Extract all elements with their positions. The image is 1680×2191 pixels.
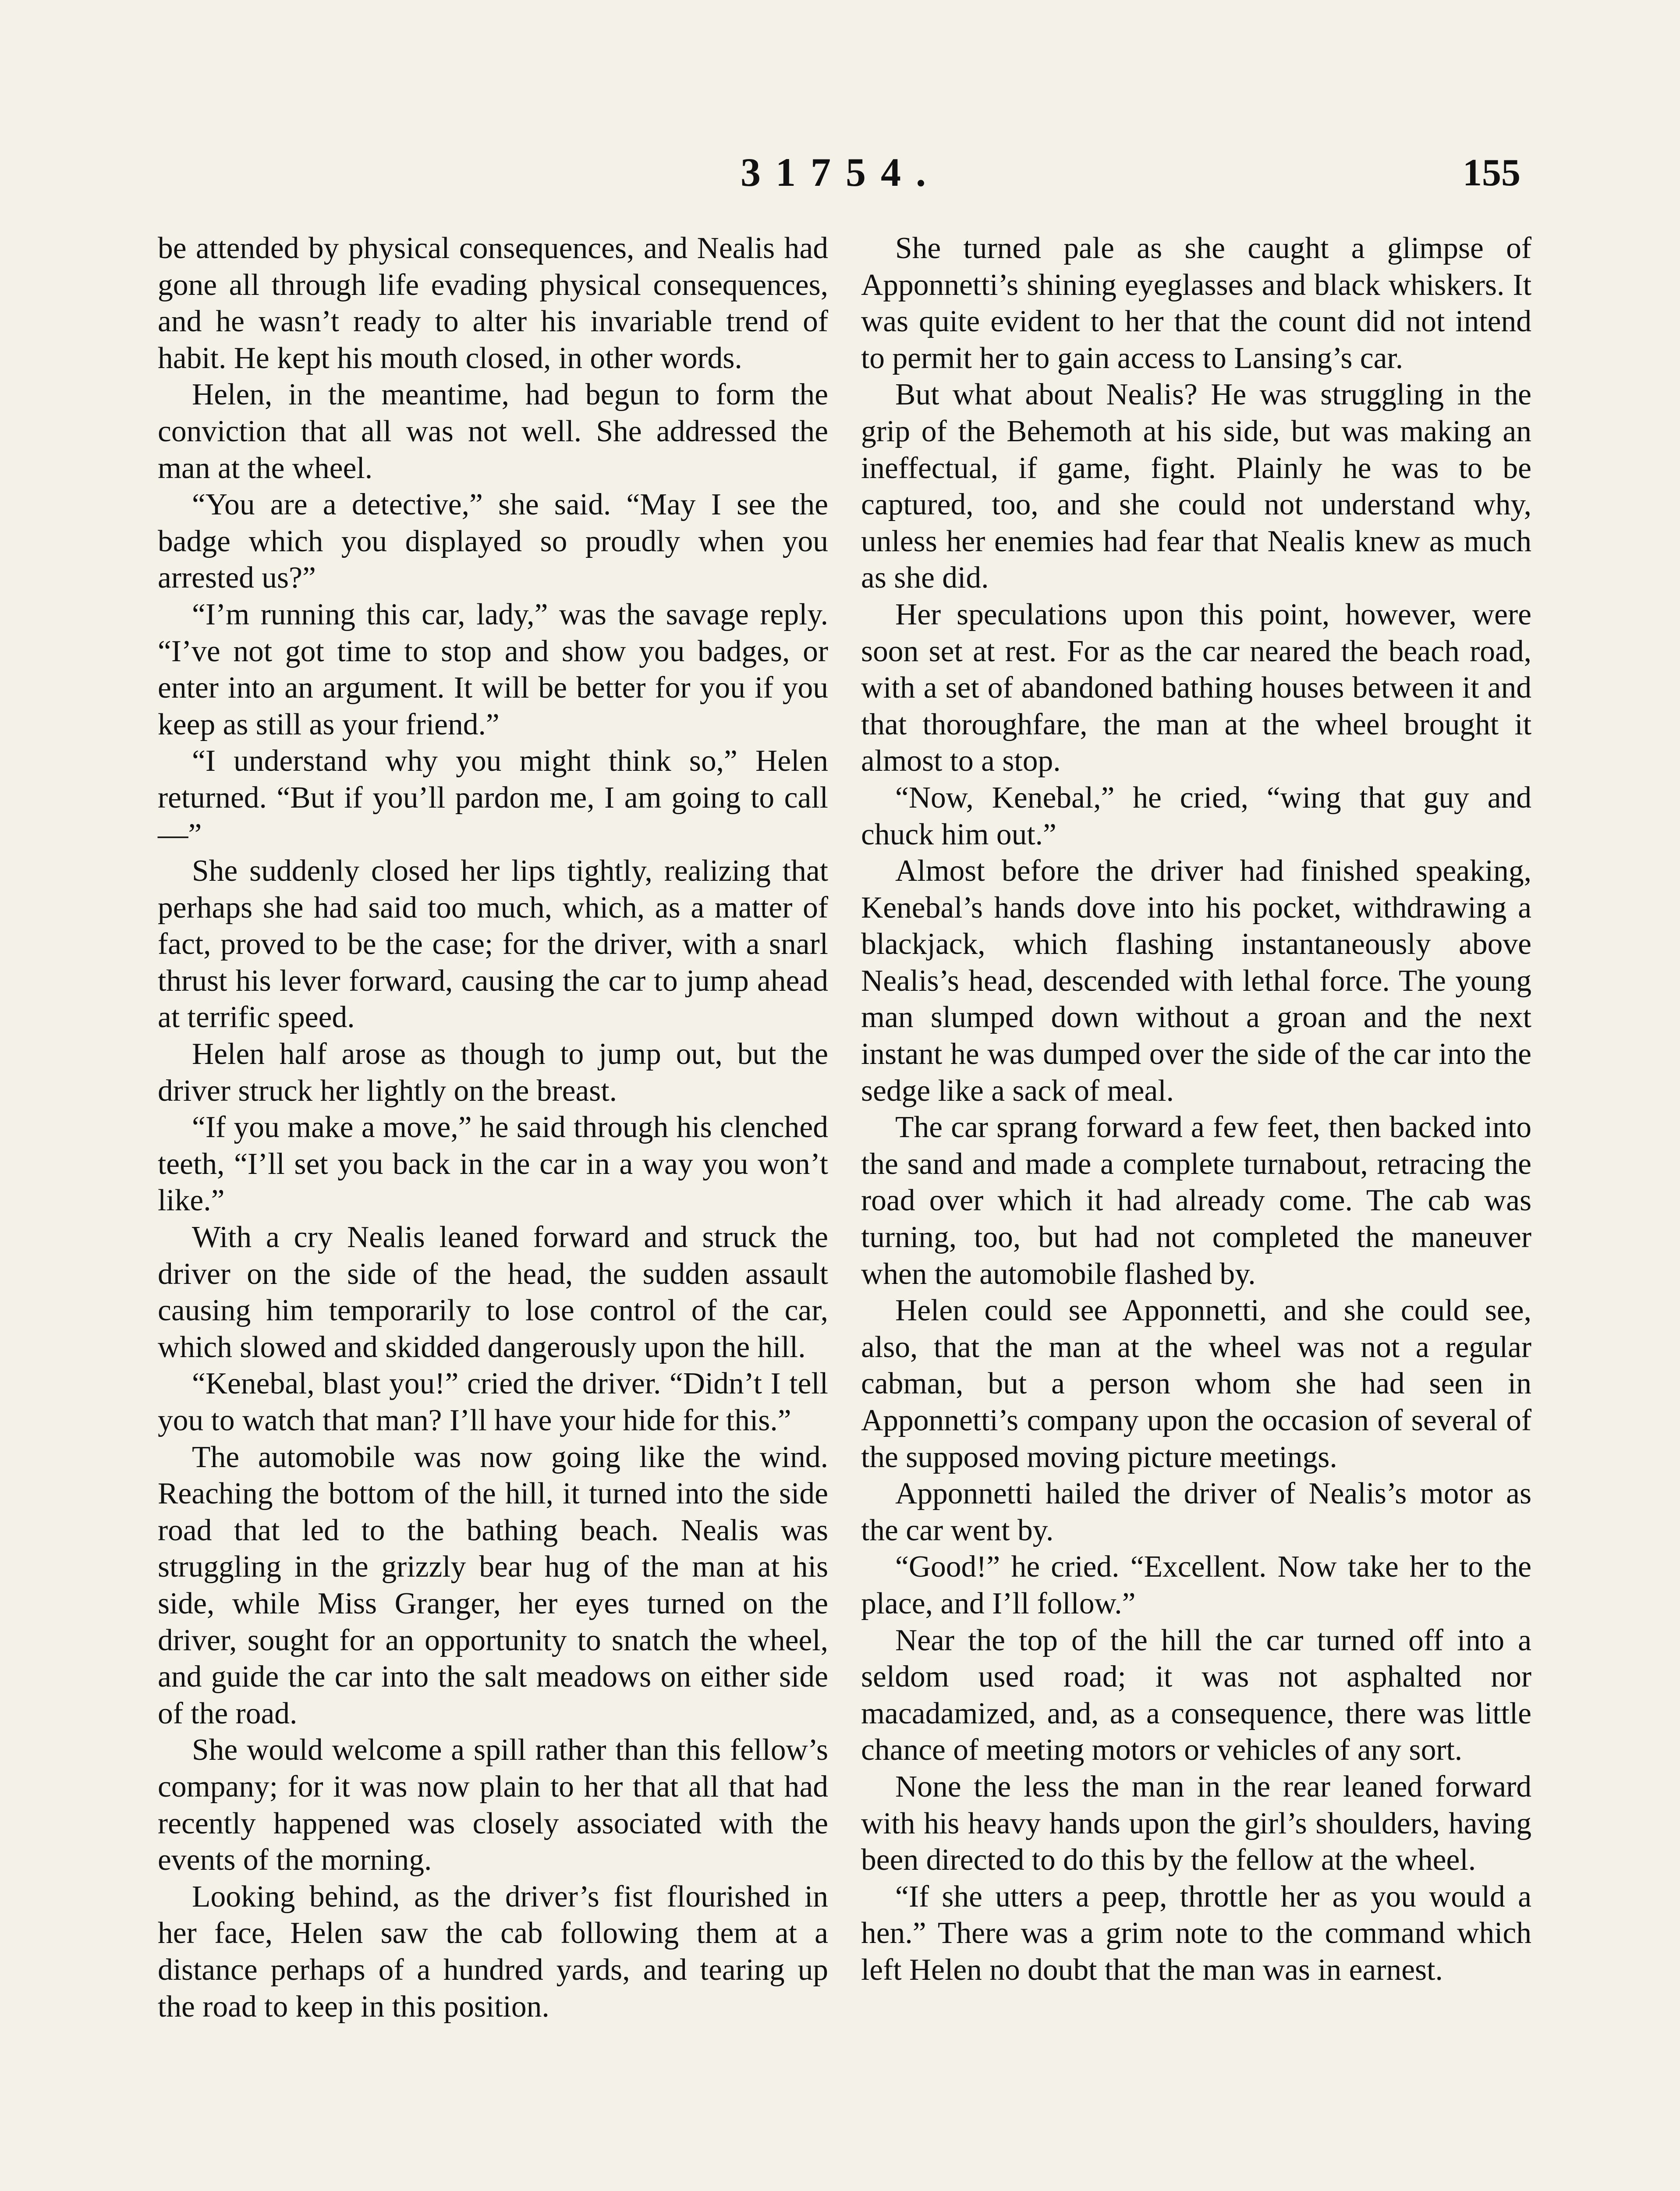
right-column [861,230,1531,1989]
paragraph: Apponnetti hailed the driver of Nealis’s motor as the car went by. [861,1477,1531,1547]
paragraph: Helen, in the meantime, had begun to form the conviction that all was not well. She addressed the man at the wheel. [158,378,828,485]
paragraph: be attended by physical consequences, and Nealis had gone all through life evading physical consequences, and he wasn’t ready to alter his invariable trend of habit. He kept his mouth closed, in other words. [158,231,828,375]
paragraph: “Now, Kenebal,” he cried, “wing that guy and chuck him out.” [861,780,1531,851]
paragraph: Almost before the driver had finished speaking, Kenebal’s hands dove into his pocket, withdrawing a blackjack, which flashing instantaneously above Nealis’s head, descended with lethal force. The young man slumped down without a groan and the next instant he was dumped over the side of the car into the sedge like a sack of meal. [861,854,1531,1108]
paragraph: But what about Nealis? He was struggling in the grip of the Behemoth at his side, but was making an ineffectual, if game, fight. Plainly he was to be captured, too, and she could not understand why, unless her enemies had fear that Nealis knew as much as she did. [861,378,1531,595]
stamp-number: 31754. [741,150,941,195]
paragraph: “Good!” he cried. “Excellent. Now take her to the place, and I’ll follow.” [861,1550,1531,1620]
paragraph: “Kenebal, blast you!” cried the driver. “Didn’t I tell you to watch that man? I’ll have your hide for this.” [158,1367,828,1437]
paragraph: “If she utters a peep, throttle her as you would a hen.” There was a grim note to the command which left Helen no doubt that the man was in earnest. [861,1879,1531,1987]
paragraph: “You are a detective,” she said. “May I see the badge which you displayed so proudly when you arrested us?” [158,488,828,595]
paragraph: She suddenly closed her lips tightly, realizing that perhaps she had said too much, which, as a matter of fact, proved to be the case; for the driver, with a snarl thrust his lever forward, causing the car to jump ahead at terrific speed. [158,854,828,1035]
page-header [158,145,1521,206]
paragraph: With a cry Nealis leaned forward and struck the driver on the side of the head, the sudden assault causing him temporarily to lose control of the car, which slowed and skidded dangerously upon the hill. [158,1220,828,1364]
paragraph: Looking behind, as the driver’s fist flourished in her face, Helen saw the cab following them at a distance perhaps of a hundred yards, and tearing up the road to keep in this position. [158,1879,828,2024]
paragraph: She turned pale as she caught a glimpse of Apponnetti’s shining eyeglasses and black whiskers. It was quite evident to her that the count did not intend to permit her to gain access to Lansing’s car. [861,231,1531,375]
paragraph: “If you make a move,” he said through his clenched teeth, “I’ll set you back in the car in a way you won’t like.” [158,1110,828,1218]
page-number: 155 [1463,152,1521,194]
paragraph: Near the top of the hill the car turned off into a seldom used road; it was not asphalted nor macadamized, and, as a consequence, there was little chance of meeting motors or vehicles of any sort. [861,1623,1531,1767]
paragraph: Her speculations upon this point, however, were soon set at rest. For as the car neared the beach road, with a set of abandoned bathing houses between it and that thoroughfare, the man at the wheel brought it almost to a stop. [861,597,1531,778]
paragraph: None the less the man in the rear leaned forward with his heavy hands upon the girl’s shoulders, having been directed to do this by the fellow at the wheel. [861,1769,1531,1877]
left-column [158,230,828,2025]
paragraph: “I’m running this car, lady,” was the savage reply. “I’ve not got time to stop and show you badges, or enter into an argument. It will be better for you if you keep as still as your friend.” [158,597,828,741]
paragraph: She would welcome a spill rather than this fellow’s company; for it was now plain to her that all that had recently happened was closely associated with the events of the morning. [158,1733,828,1877]
paragraph: Helen half arose as though to jump out, but the driver struck her lightly on the breast. [158,1037,828,1108]
paragraph: “I understand why you might think so,” Helen returned. “But if you’ll pardon me, I am going to call—” [158,744,828,851]
paragraph: Helen could see Apponnetti, and she could see, also, that the man at the wheel was not a regular cabman, but a person whom she had seen in Apponnetti’s company upon the occasion of several of the supposed moving picture meetings. [861,1294,1531,1474]
paragraph: The car sprang forward a few feet, then backed into the sand and made a complete turnabout, retracing the road over which it had already come. The cab was turning, too, but had not completed the maneuver when the automobile flashed by. [861,1110,1531,1291]
paragraph: The automobile was now going like the wind. Reaching the bottom of the hill, it turned into the side road that led to the bathing beach. Nealis was struggling in the grizzly bear hug of the man at his side, while Miss Granger, her eyes turned on the driver, sought for an opportunity to snatch the wheel, and guide the car into the salt meadows on either side of the road. [158,1440,828,1730]
